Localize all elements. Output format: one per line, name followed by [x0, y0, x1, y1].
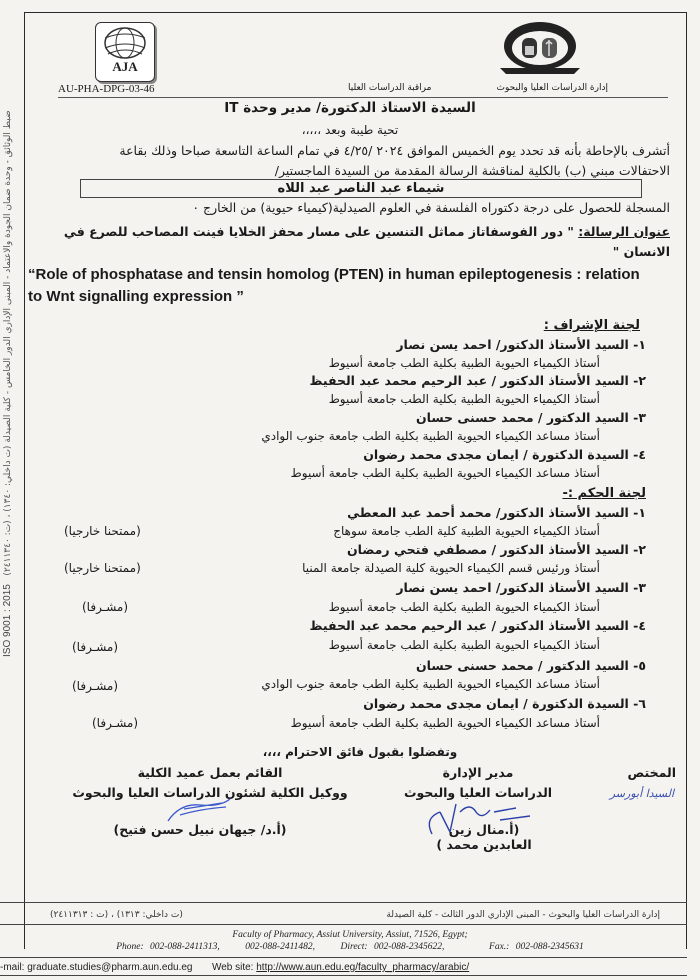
footer-contact	[0, 962, 469, 973]
addressee: السيدة الاستاذ الدكتورة/ مدير وحدة IT	[224, 100, 476, 116]
paragraph-2: الاحتفالات مبني (ب) بالكلية لمناقشة الرسالة المقدمة من السيدة الماجستير/	[274, 163, 670, 178]
side-strip	[2, 110, 20, 690]
footer-phones: Phone: 002-088-2411313, 002-088-2411482, Direct: 002-088-2345622, Fax.: 002-088-2345631	[116, 942, 584, 952]
university-logo	[492, 20, 588, 80]
thesis-title-ar-text: " دور الفوسفاتاز مماثل التنسين على مسار محفز الخلايا فينت المصاحب للصرع في الانسان "	[63, 224, 670, 259]
judge-3-position: أستاذ الكيمياء الحيوية الطبية بكلية الطب جامعة أسيوط	[328, 600, 600, 614]
judge-2-role: (ممتحنا خارجيا)	[64, 561, 141, 575]
judge-4-name: ٤- السيد الأستاذ الدكتور / عبد الرحيم محمد عبد الحفيظ	[309, 618, 646, 633]
admin-title-2: الدراسات العليا والبحوث	[403, 785, 553, 800]
judge-3-role: (مشـرفا)	[82, 600, 129, 614]
footer-divider-2	[0, 924, 687, 925]
judge-6-position: أستاذ مساعد الكيمياء الحيوية الطبية بكلية الطب جامعة أسيوط	[290, 716, 600, 730]
judge-4-position: أستاذ الكيمياء الحيوية الطبية بكلية الطب جامعة أسيوط	[328, 638, 600, 652]
footer-arabic-phone: (ت داخلي: ١٣١٣) ، (ت : ٢٤١١٣١٣)	[50, 910, 183, 920]
admin-title-1: مدير الإدارة	[442, 765, 514, 780]
dean-title-2: ووكيل الكلية لشئون الدراسات العليا والبحوث	[72, 785, 348, 800]
paragraph-3: المسجلة للحصول على درجة دكتوراه الفلسفة في العلوم الصيدلية(كيمياء حيوية) من الخارج ٠	[192, 200, 670, 215]
judge-4-role: (مشـرفا)	[72, 640, 119, 654]
specialist-label: المختص	[627, 765, 676, 780]
footer-divider-4	[0, 975, 687, 976]
closing-salutation: وتفضلوا بقبول فائق الاحترام ،،،،	[262, 745, 458, 759]
supervisor-1-name: ١- السيد الأستاذ الدكتور/ احمد يسن نصار	[396, 337, 646, 352]
judging-committee-heading: لجنة الحكم :-	[562, 486, 646, 501]
judge-6-role: (مشـرفا)	[92, 716, 139, 730]
admin-name: (أ.منال زين العابدين محمد )	[436, 822, 532, 852]
aja-logo	[95, 22, 155, 82]
judge-3-name: ٣- السيد الأستاذ الدكتور/ احمد يسن نصار	[396, 580, 646, 595]
thesis-title-label: عنوان الرسالة:	[578, 224, 670, 239]
judge-5-role: (مشـرفا)	[72, 679, 119, 693]
judge-1-position: أستاذ الكيمياء الحيوية الطبية كلية الطب جامعة سوهاج	[333, 524, 600, 538]
footer-arabic	[50, 910, 660, 920]
judge-2-position: أستاذ ورئيس قسم الكيمياء الحيوية كلية الصيدلة جامعة المنيا	[302, 561, 600, 575]
header-right-label: إدارة الدراسات العليا والبحوث	[496, 83, 608, 93]
supervisor-1-position: أستاذ الكيمياء الحيوية الطبية بكلية الطب جامعة أسيوط	[328, 356, 600, 370]
candidate-name: شيماء عبد الناصر عبد اللاه	[80, 179, 642, 198]
document-code: AU-PHA-DPG-03-46	[58, 83, 155, 95]
judge-1-name: ١- السيد الأستاذ الدكتور/ محمد أحمد عبد المعطي	[347, 505, 646, 520]
footer-email[interactable]: -mail: graduate.studies@pharm.aun.edu.eg	[0, 962, 193, 973]
supervisor-3-position: أستاذ مساعد الكيمياء الحيوية الطبية بكلية الطب جامعة جنوب الوادي	[261, 429, 600, 443]
judge-2-name: ٢- السيد الأستاذ الدكتور / مصطفي فتحي رمضان	[346, 542, 646, 557]
footer-website-link[interactable]: http://www.aun.edu.eg/faculty_pharmacy/arabic/	[256, 962, 470, 973]
greeting: تحية طيبة وبعد ،،،،،	[301, 123, 399, 137]
side-strip-text: ضبط الوثائق - وحدة ضمان الجودة والاعتماد - المبنى الإداري الدور الخامس - كلية الصيدلة (ت داخلي: ١٣٤٠) ، (ت: ٢٤١١٣٤٠)	[3, 110, 13, 576]
supervision-committee-heading: لجنة الإشراف :	[543, 318, 640, 333]
footer-divider-3	[0, 957, 687, 958]
header-row	[58, 82, 668, 98]
judge-1-role: (ممتحنا خارجيا)	[64, 524, 141, 538]
paragraph-1: أتشرف بالإحاطة بأنه قد تحدد يوم الخميس الموافق ٢٠٢٤ /٤/٢٥ في تمام الساعة التاسعة صباحا وذلك بقاعة	[119, 143, 670, 158]
dean-title-1: القائم بعمل عميد الكلية	[137, 765, 283, 780]
supervisor-2-name: ٢- السيد الأستاذ الدكتور / عبد الرحيم محمد عبد الحفيظ	[309, 373, 646, 388]
thesis-title-english: “Role of phosphatase and tensin homolog (PTEN) in human epileptogenesis : relation to Wnt signalling expression ”	[28, 266, 640, 305]
thesis-title-arabic	[30, 222, 670, 262]
globe-icon	[102, 26, 148, 60]
footer-website-label: Web site:	[211, 962, 254, 973]
dean-name: (أ.د/ جيهان نبيل حسن فتيح)	[113, 822, 287, 837]
supervisor-2-position: أستاذ الكيمياء الحيوية الطبية بكلية الطب جامعة أسيوط	[328, 392, 600, 406]
footer-divider-1	[0, 902, 687, 903]
aja-logo-text: AJA	[112, 59, 138, 74]
judge-5-name: ٥- السيد الدكتور / محمد حسنى حسان	[415, 658, 646, 673]
judge-6-name: ٦- السيدة الدكتورة / ايمان مجدى محمد رضوان	[363, 696, 646, 711]
supervisor-4-position: أستاذ مساعد الكيمياء الحيوية الطبية بكلية الطب جامعة أسيوط	[290, 466, 600, 480]
header-middle-label: مراقبة الدراسات العليا	[348, 83, 432, 93]
footer-arabic-address: إدارة الدراسات العليا والبحوث - المبنى الإداري الدور الثالث - كلية الصيدلة	[386, 910, 660, 920]
judge-5-position: أستاذ مساعد الكيمياء الحيوية الطبية بكلية الطب جامعة جنوب الوادي	[261, 677, 600, 691]
supervisor-3-name: ٣- السيد الدكتور / محمد حسنى حسان	[415, 410, 646, 425]
iso-label: ISO 9001 : 2015	[2, 583, 13, 657]
supervisor-4-name: ٤- السيدة الدكتورة / ايمان مجدى محمد رضوان	[363, 447, 646, 462]
footer-english-address: Faculty of Pharmacy, Assiut University, Assiut, 71526, Egypt;	[232, 930, 468, 940]
specialist-handwritten-name: السيدا أبورسر	[609, 787, 674, 800]
dean-signature	[160, 795, 240, 825]
